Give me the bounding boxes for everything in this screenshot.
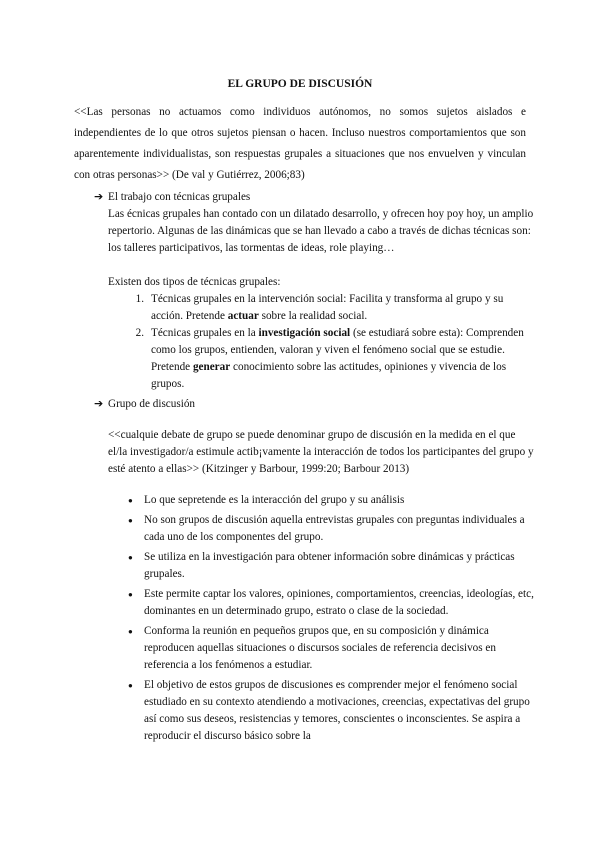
list-item: ● Conforma la reunión en pequeños grupos que, en su composición y dinámica reproducen aquellas situaciones o discursos sociales de referencia decisivos en referencia a los fenómenos a estudiar. — [94, 623, 534, 674]
arrow-right-icon: ➔ — [94, 190, 104, 203]
section-discussion-group — [94, 395, 534, 748]
list-item — [94, 325, 534, 393]
discussion-group-bullets — [94, 492, 534, 745]
list-item: ● No son grupos de discusión aquella entrevistas grupales con preguntas individuales a cada uno de los componentes del grupo. — [94, 512, 534, 546]
section-heading: El trabajo con técnicas grupales — [108, 191, 251, 203]
technique-types-list — [94, 291, 534, 393]
list-item: ● Este permite captar los valores, opiniones, comportamientos, creencias, ideologías, etc, dominantes en un determinado grupo, estrato o clase de la sociedad. — [94, 586, 534, 620]
bullet-icon: ● — [128, 553, 133, 562]
bullet-icon: ● — [128, 496, 133, 505]
bullet-icon: ● — [128, 590, 133, 599]
list-item-text: Técnicas grupales en la investigación social (se estudiará sobre esta): Comprenden como los grupos, entienden, valoran y viven el fenómeno social que se estudie. Pretende generar conocimiento sobre las actitudes, opiniones y vivencia de los grupos. — [151, 327, 524, 390]
section-intro: Las écnicas grupales han contado con un dilatado desarrollo, y ofrecen hoy poy hoy, un amplio repertorio. Algunas de las dinámicas que se han llevado a cabo a través de dichas técnicas son: los talleres participativos, las tormentas de ideas, role playing… — [108, 208, 534, 254]
list-item-text: Técnicas grupales en la intervención social: Facilita y transforma al grupo y su acción. Pretende actuar sobre la realidad social. — [151, 293, 504, 322]
arrow-right-icon: ➔ — [94, 397, 104, 410]
list-item — [94, 291, 534, 325]
types-intro: Existen dos tipos de técnicas grupales: — [108, 276, 281, 288]
list-item: ● Se utiliza en la investigación para obtener información sobre dinámicas y prácticas grupales. — [94, 549, 534, 583]
section-heading-row — [94, 188, 534, 206]
bullet-icon: ● — [128, 516, 133, 525]
list-item: ● Lo que sepretende es la interacción del grupo y su análisis — [94, 492, 534, 509]
list-number: 2. — [135, 327, 144, 339]
bullet-icon: ● — [128, 627, 133, 636]
list-number: 1. — [135, 293, 144, 305]
section-quote: <<cualquie debate de grupo se puede denominar grupo de discusión en la medida en el que el/la investigador/a estimule actib¡vamente la interacción de todos los participantes del grupo y esté atento a ellas>> (Kitzinger y Barbour, 1999:20; Barbour 2013) — [108, 429, 534, 475]
section-group-techniques — [94, 188, 534, 393]
page-title: EL GRUPO DE DISCUSIÓN — [227, 78, 373, 90]
opening-quote: <<Las personas no actuamos como individuos autónomos, no somos sujetos aislados e independientes de lo que otros sujetos piensan o hacen. Incluso nuestros comportamientos que son aparentemente individualistas, son respuestas grupales a situaciones que nos envuelven y vinculan con otras personas>> (De val y Gutiérrez, 2006;83) — [74, 106, 526, 181]
section-heading: Grupo de discusión — [108, 398, 196, 410]
bullet-icon: ● — [128, 681, 133, 690]
section-heading-row — [94, 395, 534, 413]
list-item: ● El objetivo de estos grupos de discusiones es comprender mejor el fenómeno social estudiado en su contexto atendiendo a motivaciones, creencias, expectativas del grupo así como sus deseos, resistencias y temores, conscientes o inconscientes. Se aspira a reproducir el discurso básico sobre la — [94, 677, 534, 745]
